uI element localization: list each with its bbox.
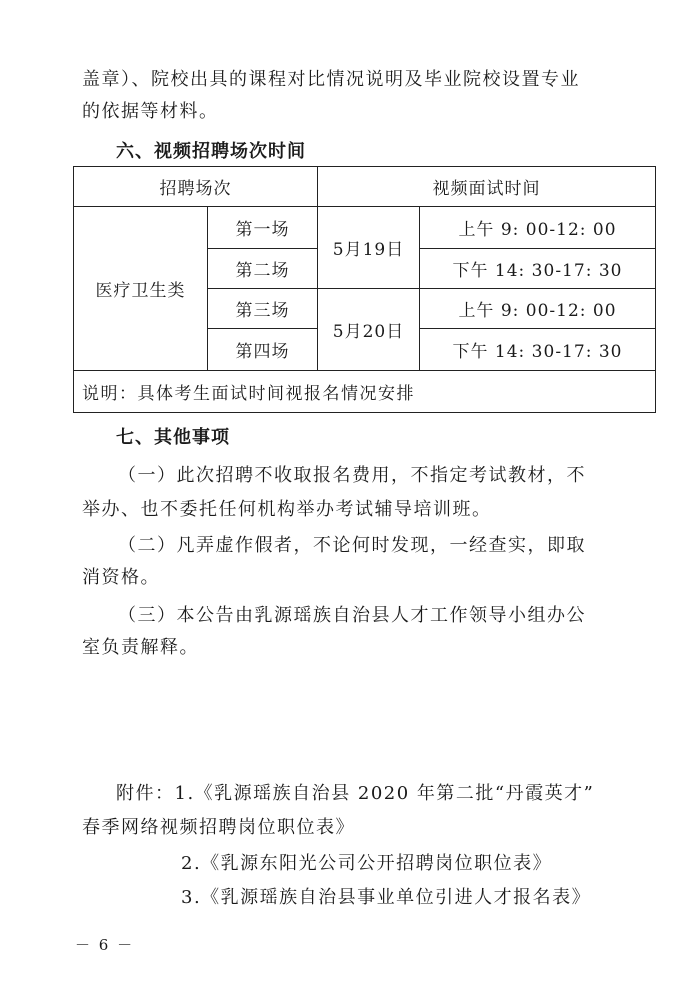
session-cell: 第二场 (208, 249, 318, 289)
item-3-line-2: 室负责解释。 (82, 637, 199, 658)
session-cell: 第四场 (208, 329, 318, 371)
time-cell: 上午 9: 00-12: 00 (420, 207, 656, 249)
category-cell: 医疗卫生类 (74, 207, 208, 371)
section-6-heading: 六、视频招聘场次时间 (116, 141, 306, 162)
time-cell: 上午 9: 00-12: 00 (420, 289, 656, 329)
date-cell: 5月20日 (318, 289, 420, 371)
interview-schedule-table (73, 166, 656, 413)
time-cell: 下午 14: 30-17: 30 (420, 249, 656, 289)
time-cell: 下午 14: 30-17: 30 (420, 329, 656, 371)
header-interview-time: 视频面试时间 (318, 167, 656, 207)
item-3-line-1: （三）本公告由乳源瑶族自治县人才工作领导小组办公 (118, 605, 586, 626)
section-7-heading: 七、其他事项 (116, 427, 230, 448)
continuation-line-1: 盖章）、院校出具的课程对比情况说明及毕业院校设置专业 (82, 69, 580, 90)
session-cell: 第一场 (208, 207, 318, 249)
header-session: 招聘场次 (74, 167, 318, 207)
attachment-line-2: 春季网络视频招聘岗位职位表》 (82, 817, 355, 838)
session-cell: 第三场 (208, 289, 318, 329)
item-2-line-2: 消资格。 (82, 567, 160, 588)
attachment-line-4: 3.《乳源瑶族自治县事业单位引进人才报名表》 (181, 887, 592, 908)
page-number: － 6 － (75, 936, 135, 954)
attachment-line-3: 2.《乳源东阳光公司公开招聘岗位职位表》 (181, 853, 553, 874)
item-1-line-1: （一）此次招聘不收取报名费用，不指定考试教材，不 (118, 465, 586, 486)
item-1-line-2: 举办、也不委托任何机构举办考试辅导培训班。 (82, 499, 492, 520)
table-note: 说明：具体考生面试时间视报名情况安排 (74, 371, 656, 413)
continuation-line-2: 的依据等材料。 (82, 101, 219, 122)
attachment-line-1: 附件：1.《乳源瑶族自治县 2020 年第二批“丹霞英才” (116, 783, 595, 804)
date-cell: 5月19日 (318, 207, 420, 289)
item-2-line-1: （二）凡弄虚作假者，不论何时发现，一经查实，即取 (118, 535, 586, 556)
